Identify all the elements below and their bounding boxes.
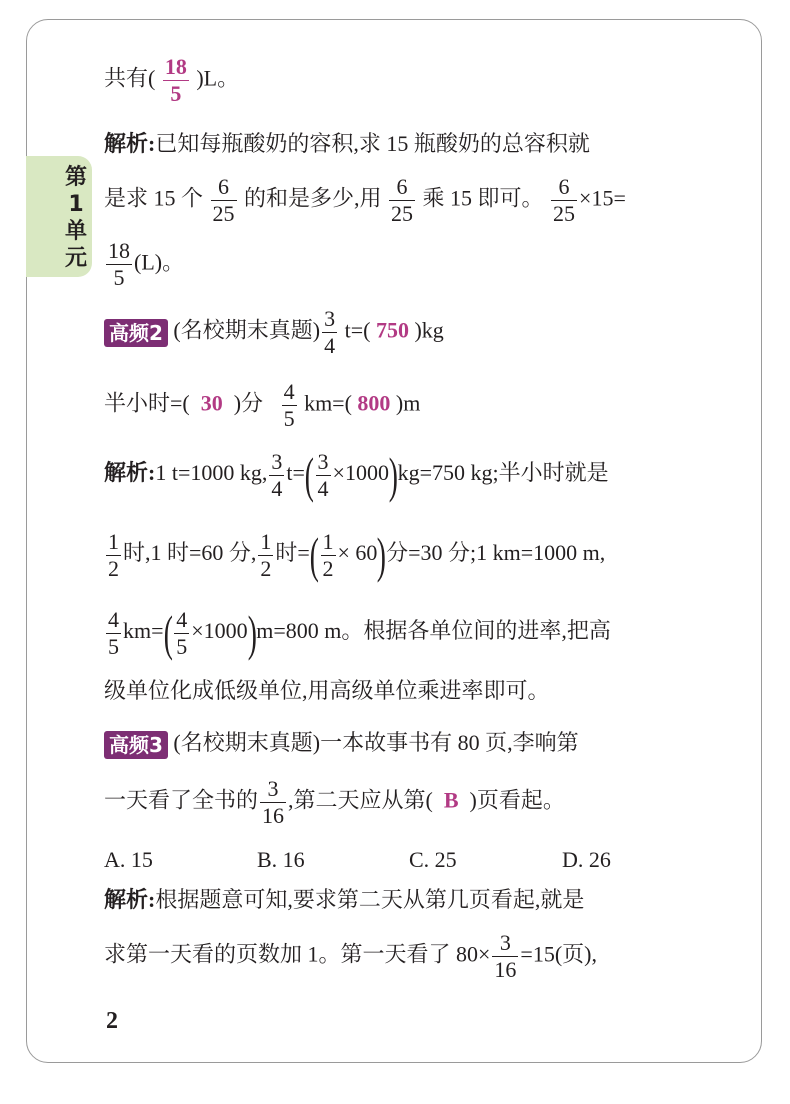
frequency-badge: 高频2 (104, 319, 168, 347)
question-3-line-1: 高频3 (名校期末真题)一本故事书有 80 页,李响第 (104, 731, 579, 759)
analysis-1-line-2: 是求 15 个 $\frac{6}{25}$ 的和是多少,用 $\frac{6}{25}$ 乘 15 即可。 $\frac{6}{25}$ ×15= (104, 174, 626, 226)
fraction: $\frac{1}{2}$ (260, 528, 272, 581)
answer-blank: 800 (357, 390, 391, 416)
fraction: $\frac{3}{4}$ (317, 448, 329, 501)
analysis-label: 解析: (104, 887, 156, 912)
fraction: $\frac{3}{4}$ (324, 306, 336, 358)
option-c: C. 25 (409, 847, 457, 872)
unit-tab-label: 第 1 单 元 (64, 165, 87, 271)
analysis-label: 解析: (104, 131, 156, 156)
fraction: $\frac{3}{16}$ (494, 930, 517, 982)
fraction: $\frac{4}{5}$ (108, 606, 119, 659)
analysis-2-line-1: 解析:1 t=1000 kg, $\frac{3}{4}$ t=( $\frac{3}{4}$ ×1000)kg=750 kg;半小时就是 (104, 447, 609, 503)
analysis-3-line-2: 求第一天看的页数加 1。第一天看了 80× $\frac{3}{16}$ =15(页), (104, 930, 597, 982)
analysis-2-line-3: $\frac{4}{5}$ km=( $\frac{4}{5}$ ×1000)m=800 m。根据各单位间的进率,把高 (108, 605, 611, 661)
frequency-badge: 高频3 (104, 731, 168, 759)
question-3-line-2: 一天看了全书的 $\frac{3}{16}$ ,第二天应从第( B )页看起。 (104, 776, 565, 828)
fraction: $\frac{3}{4}$ (271, 448, 283, 501)
fraction: $\frac{3}{16}$ (262, 776, 285, 828)
answer-blank: 750 (375, 317, 409, 343)
option-a: A. 15 (104, 847, 153, 872)
fraction: $\frac{18}{5}$ (108, 238, 130, 290)
analysis-1-line-3: $\frac{18}{5}$ (L)。 (108, 238, 185, 290)
analysis-2-line-4: 级单位化成低级单位,用高级单位乘进率即可。 (104, 678, 550, 703)
analysis-label: 解析: (104, 460, 156, 486)
option-b: B. 16 (257, 847, 305, 872)
analysis-1-line-1: 解析:已知每瓶酸奶的容积,求 15 瓶酸奶的总容积就 (104, 131, 590, 156)
fraction: $\frac{6}{25}$ (212, 174, 235, 226)
page-number: 2 (106, 1008, 118, 1034)
answer-fraction: $\frac{18}{5}$ (164, 54, 187, 106)
question-2-line-2: 半小时=( 30 )分 $\frac{4}{5}$ km=( 800 )m (104, 379, 421, 431)
answer-blank: 30 (200, 390, 223, 416)
fraction: $\frac{1}{2}$ (322, 528, 334, 581)
fraction: $\frac{1}{2}$ (108, 528, 119, 581)
question-2-line-1: 高频2 (名校期末真题) $\frac{3}{4}$ t=( 750 )kg (104, 308, 444, 357)
fraction: $\frac{4}{5}$ (176, 606, 188, 659)
answer-blank: B (443, 787, 459, 813)
option-d: D. 26 (562, 847, 611, 872)
analysis-3-line-1: 解析:根据题意可知,要求第二天从第几页看起,就是 (104, 887, 585, 912)
fraction: $\frac{4}{5}$ (283, 379, 295, 431)
answer-line-1: 共有( $\frac{18}{5}$ )L。 (104, 54, 240, 106)
fraction: $\frac{6}{25}$ (553, 174, 576, 226)
fraction: $\frac{6}{25}$ (391, 174, 414, 226)
analysis-2-line-2: $\frac{1}{2}$ 时,1 时=60 分, $\frac{1}{2}$ 时=( $\frac{1}{2}$ × 60)分=30 分;1 km=1000 m, (108, 527, 606, 583)
